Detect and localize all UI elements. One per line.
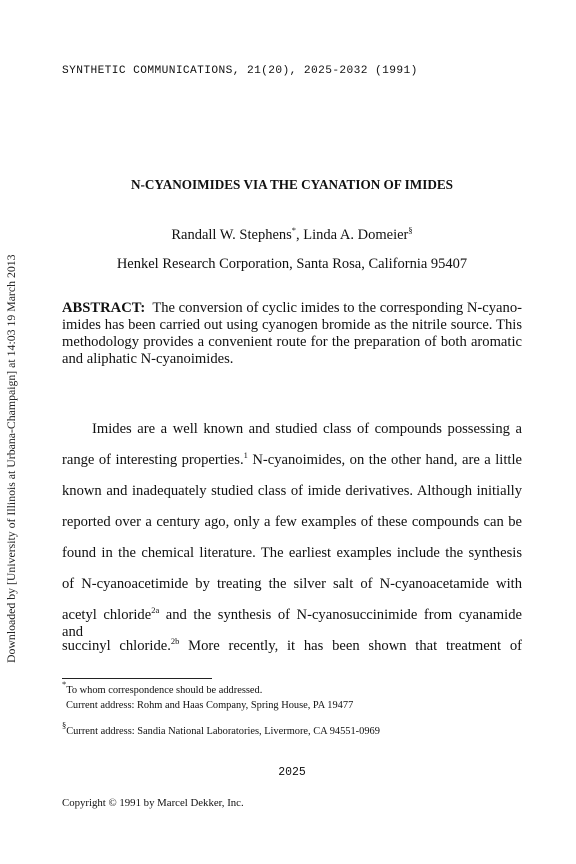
author-line	[62, 227, 522, 244]
ref-2a: 2a	[151, 605, 160, 615]
body-line-8	[62, 638, 522, 658]
abstract-text: The conversion of cyclic imides to the corresponding N-cyano-imides has been carried out using cyanogen bromide as the nitrile source. This methodology provides a convenient route for the preparation of both aromatic and aliphatic N-cyanoimides.	[62, 300, 522, 367]
footnote-1-address: Current address: Rohm and Haas Company, Spring House, PA 19477	[66, 700, 354, 711]
body-line-7	[62, 605, 522, 640]
journal-header: SYNTHETIC COMMUNICATIONS, 21(20), 2025-2032 (1991)	[62, 65, 418, 77]
body-line-2b: N-cyanoimides, on the other hand, are a little	[247, 452, 522, 468]
footnote-2	[62, 720, 380, 737]
body-line-4: reported over a century ago, only a few examples of these compounds can be	[62, 514, 522, 530]
body-line-7a: acetyl chloride	[62, 607, 152, 623]
author-stephens: Randall W. Stephens	[171, 227, 292, 243]
body-line-1: Imides are a well known and studied class of compounds possessing a	[92, 421, 522, 437]
author-domeier-mark: §	[408, 225, 413, 235]
footnote-2-text: Current address: Sandia National Laboratories, Livermore, CA 94551-0969	[66, 726, 380, 737]
author-domeier: Linda A. Domeier	[303, 227, 409, 243]
footnote-1-text: To whom correspondence should be addressed.	[66, 685, 263, 696]
body-line-2a: range of interesting properties.	[62, 452, 244, 468]
abstract	[62, 300, 522, 368]
article-title: N-CYANOIMIDES VIA THE CYANATION OF IMIDES	[130, 177, 454, 192]
ref-2b: 2b	[170, 636, 180, 646]
body-line-6: of N-cyanoacetimide by treating the silver salt of N-cyanoacetamide with	[62, 576, 522, 592]
footnote-rule	[62, 678, 212, 679]
ref-1: 1	[243, 450, 248, 460]
footnote-2-mark: §	[62, 720, 67, 730]
body-line-8a: succinyl chloride.	[62, 638, 171, 654]
body-line-8b: More recently, it has been shown that treatment of	[179, 638, 522, 654]
footnote-1	[62, 679, 263, 696]
body-line-2	[62, 452, 522, 472]
body-line-7b: and the synthesis of N-cyanosuccinimide from cyanamide and	[62, 607, 522, 640]
body-line-3: known and inadequately studied class of imide derivatives. Although initially	[62, 483, 522, 499]
body-line-5: found in the chemical literature. The earliest examples include the synthesis	[62, 545, 522, 561]
download-watermark: Downloaded by [University of Illinois at Urbana-Champaign] at 14:03 19 March 2013	[4, 254, 18, 663]
copyright-notice: Copyright © 1991 by Marcel Dekker, Inc.	[62, 797, 244, 809]
author-separator: ,	[296, 227, 304, 243]
affiliation: Henkel Research Corporation, Santa Rosa, California 95407	[116, 256, 468, 272]
author-stephens-mark: *	[291, 225, 297, 235]
abstract-label: ABSTRACT:	[62, 300, 146, 316]
page-number: 2025	[278, 766, 306, 779]
footnote-1-mark: *	[62, 679, 67, 689]
